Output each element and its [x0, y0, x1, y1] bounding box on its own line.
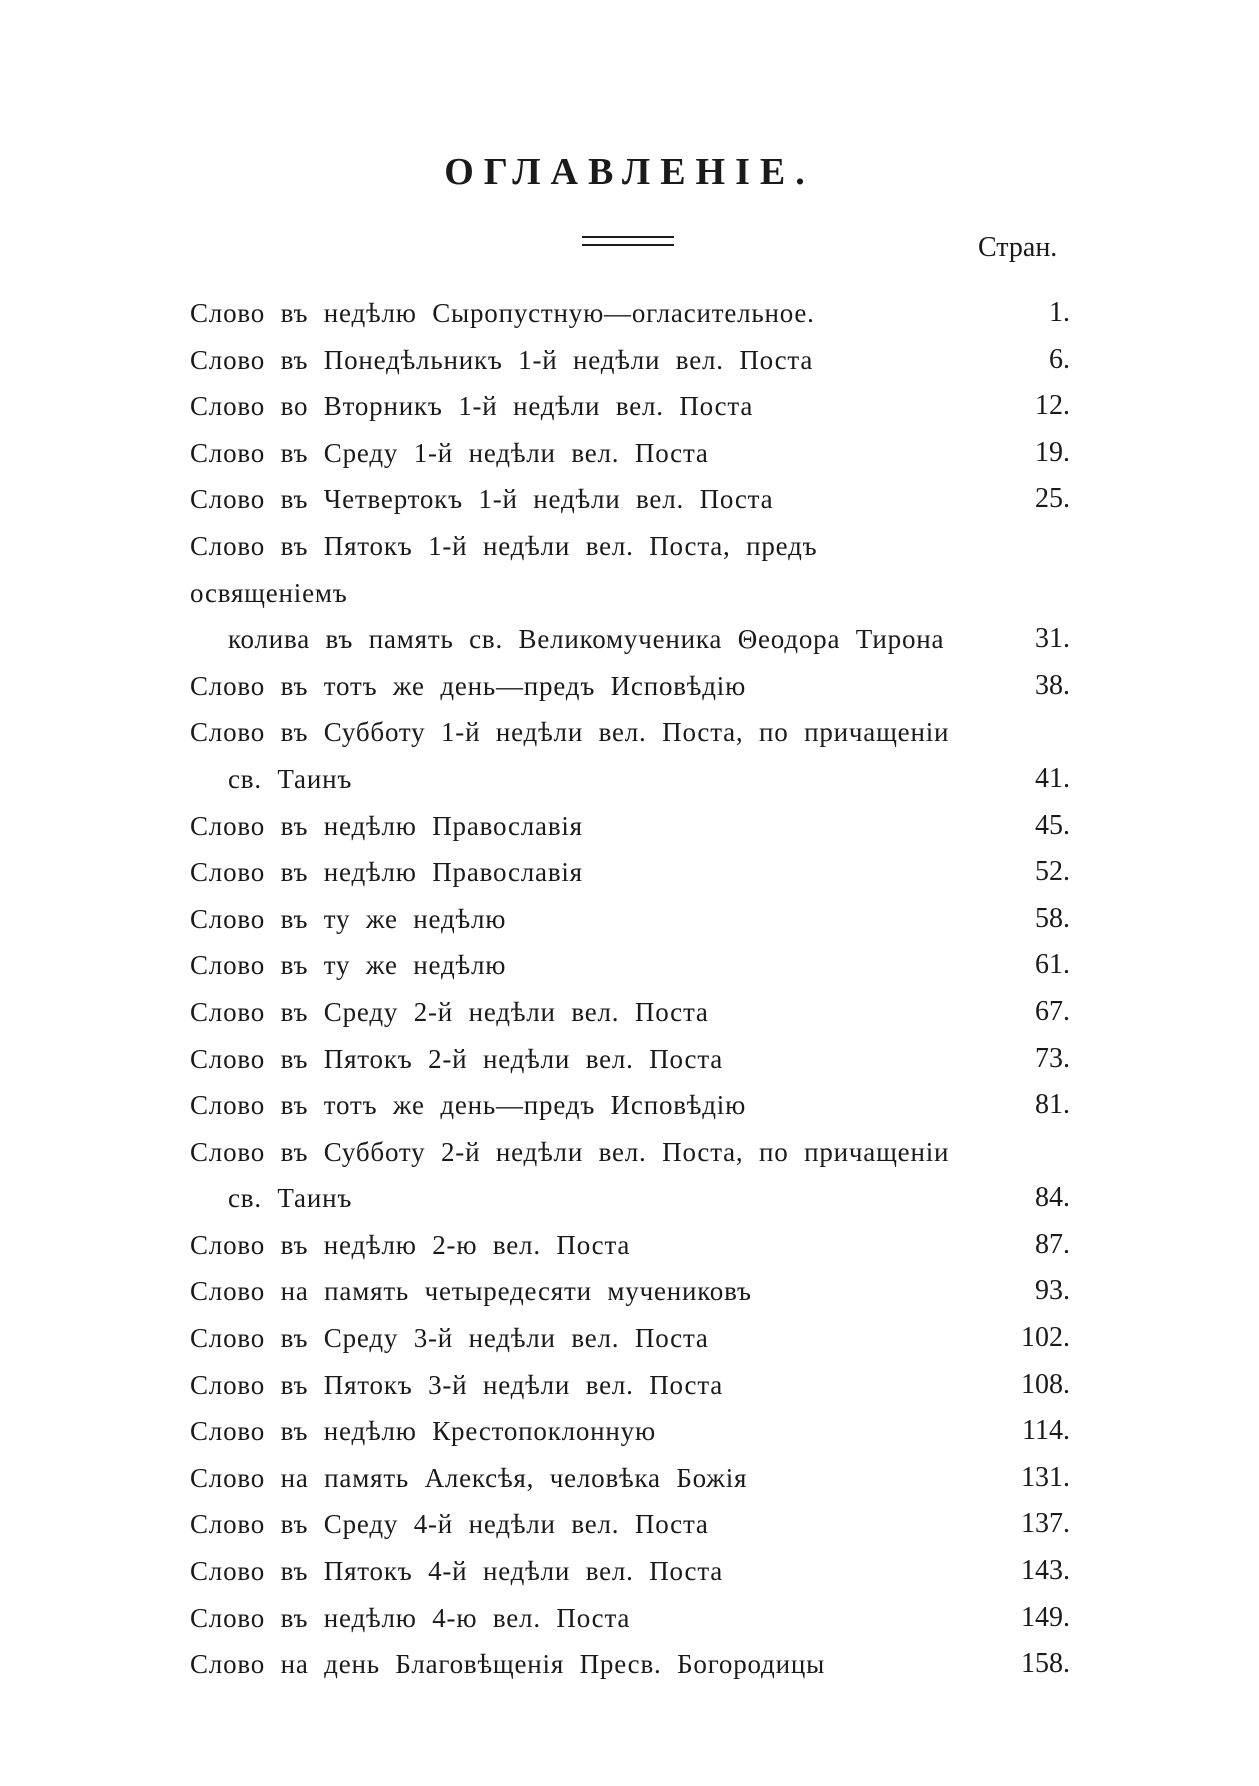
toc-entry	[190, 1129, 1070, 1222]
toc-entry	[190, 803, 1070, 850]
toc-entry	[190, 1222, 1070, 1269]
toc-entry-page: 84.	[1035, 1182, 1070, 1214]
toc-entry-page: 102.	[1021, 1322, 1070, 1354]
toc-entry-line1: Слово въ Понедѣльникъ 1-й недѣли вел. Поста	[190, 344, 814, 375]
toc-entry	[190, 1408, 1070, 1455]
toc-entry-title	[190, 849, 980, 896]
toc-entry-page: 81.	[1035, 1089, 1070, 1121]
toc-entry-line1: Слово въ Среду 4-й недѣли вел. Поста	[190, 1509, 709, 1540]
toc-entry-title	[190, 1501, 980, 1548]
page-title: ОГЛАВЛЕНІЕ.	[444, 151, 815, 193]
toc-entry-line1: Слово въ Четвертокъ 1-й недѣли вел. Поста	[190, 484, 774, 515]
toc-entry-page: 131.	[1021, 1461, 1070, 1493]
toc-entry-line1: Слово на день Благовѣщенія Пресв. Богородицы	[190, 1649, 826, 1680]
toc-entry	[190, 1268, 1070, 1315]
toc-entry-title	[190, 709, 980, 802]
page-column-label: Стран.	[978, 232, 1058, 263]
toc-entry	[190, 1641, 1070, 1688]
toc-entry-page: 87.	[1035, 1228, 1070, 1260]
toc-entry	[190, 1315, 1070, 1362]
toc-entry	[190, 989, 1070, 1036]
toc-entry-page: 41.	[1035, 762, 1070, 794]
toc-entry-title	[190, 896, 980, 943]
toc-entry-line1: Слово въ тотъ же день—предъ Исповѣдію	[190, 670, 747, 701]
toc-entry-title	[190, 1641, 980, 1688]
toc-entry-title	[190, 337, 980, 384]
toc-entry-page: 67.	[1035, 995, 1070, 1027]
toc-entry-page: 93.	[1035, 1275, 1070, 1307]
toc-entry-title	[190, 1129, 980, 1222]
toc-entry-title	[190, 1222, 980, 1269]
toc-entry-title	[190, 1408, 980, 1455]
toc-entry	[190, 1036, 1070, 1083]
toc-entry-page: 73.	[1035, 1042, 1070, 1074]
toc-entry-page: 19.	[1035, 436, 1070, 468]
toc-entry	[190, 1595, 1070, 1642]
table-of-contents	[190, 290, 1070, 1688]
toc-entry-line2: колива въ память св. Великомученика Θеодора Тирона	[228, 624, 945, 655]
toc-entry-line1: Слово на память четыредесяти мучениковъ	[190, 1276, 752, 1307]
toc-entry-title	[190, 383, 980, 430]
toc-entry-title	[190, 1455, 980, 1502]
toc-entry-page: 114.	[1022, 1415, 1070, 1447]
toc-entry-line2: св. Таинъ	[228, 1183, 353, 1214]
toc-entry-line1: Слово на память Алексѣя, человѣка Божія	[190, 1462, 748, 1493]
toc-entry-page: 143.	[1021, 1555, 1070, 1587]
toc-entry	[190, 290, 1070, 337]
toc-entry	[190, 709, 1070, 802]
toc-entry-line1: Слово въ недѣлю Сыропустную—огласительное.	[190, 298, 815, 328]
toc-entry-title	[190, 430, 980, 477]
toc-entry-line1: Слово въ Пятокъ 1-й недѣли вел. Поста, предъ освященіемъ	[190, 530, 818, 608]
toc-entry	[190, 523, 1070, 663]
toc-entry-line1: Слово въ ту же недѣлю	[190, 903, 507, 934]
toc-entry-page: 137.	[1021, 1508, 1070, 1540]
toc-entry-title	[190, 476, 980, 523]
toc-entry-page: 58.	[1035, 902, 1070, 934]
toc-entry	[190, 896, 1070, 943]
toc-entry-page: 12.	[1035, 390, 1070, 422]
toc-entry	[190, 1082, 1070, 1129]
toc-entry-page: 61.	[1035, 949, 1070, 981]
toc-entry-title	[190, 989, 980, 1036]
toc-entry	[190, 849, 1070, 896]
toc-entry-page: 25.	[1035, 483, 1070, 515]
toc-entry-line1: Слово въ Пятокъ 4-й недѣли вел. Поста	[190, 1556, 724, 1587]
toc-entry-line1: Слово въ недѣлю 4-ю вел. Поста	[190, 1602, 631, 1633]
toc-entry-page: 149.	[1021, 1601, 1070, 1633]
toc-entry-title	[190, 523, 980, 663]
toc-entry-line1: Слово въ тотъ же день—предъ Исповѣдію	[190, 1090, 747, 1121]
toc-entry-title	[190, 1082, 980, 1129]
toc-entry-title	[190, 942, 980, 989]
toc-entry-line2: св. Таинъ	[228, 763, 353, 794]
title-double-rule	[582, 236, 674, 246]
toc-entry	[190, 383, 1070, 430]
toc-entry-page: 31.	[1035, 623, 1070, 655]
toc-entry-title	[190, 1362, 980, 1409]
toc-entry-line1: Слово во Вторникъ 1-й недѣли вел. Поста	[190, 391, 754, 422]
toc-entry	[190, 430, 1070, 477]
toc-entry-page: 1.	[1049, 297, 1070, 328]
toc-entry-line1: Слово въ Пятокъ 3-й недѣли вел. Поста	[190, 1369, 724, 1400]
toc-entry-title	[190, 1036, 980, 1083]
toc-entry-title	[190, 1595, 980, 1642]
toc-entry-page: 45.	[1035, 809, 1070, 841]
toc-entry-line1: Слово въ недѣлю Православія	[190, 810, 583, 841]
toc-entry-line1: Слово въ Субботу 2-й недѣли вел. Поста, по причащеніи	[190, 1136, 950, 1167]
toc-entry-page: 38.	[1035, 669, 1070, 701]
toc-entry-line1: Слово въ Среду 3-й недѣли вел. Поста	[190, 1323, 709, 1354]
toc-entry-title	[190, 663, 980, 710]
toc-entry-page: 6.	[1049, 343, 1070, 375]
toc-entry	[190, 1455, 1070, 1502]
toc-entry-line1: Слово въ Субботу 1-й недѣли вел. Поста, по причащеніи	[190, 717, 950, 748]
toc-entry-line1: Слово въ недѣлю Православія	[190, 857, 583, 888]
toc-entry	[190, 476, 1070, 523]
toc-entry-title	[190, 1315, 980, 1362]
toc-entry-page: 158.	[1021, 1648, 1070, 1680]
toc-entry-line1: Слово въ ту же недѣлю	[190, 950, 507, 981]
toc-entry	[190, 1548, 1070, 1595]
toc-entry-title	[190, 803, 980, 850]
toc-entry	[190, 337, 1070, 384]
toc-entry	[190, 1501, 1070, 1548]
toc-entry-line1: Слово въ недѣлю Крестопоклонную	[190, 1416, 656, 1447]
toc-entry	[190, 942, 1070, 989]
toc-entry-title	[190, 1548, 980, 1595]
toc-entry-title	[190, 290, 980, 337]
toc-entry-page: 52.	[1035, 856, 1070, 888]
toc-entry-title	[190, 1268, 980, 1315]
toc-entry-line1: Слово въ Среду 1-й недѣли вел. Поста	[190, 437, 709, 468]
toc-entry	[190, 1362, 1070, 1409]
toc-entry-line1: Слово въ Среду 2-й недѣли вел. Поста	[190, 996, 709, 1027]
toc-entry	[190, 663, 1070, 710]
toc-entry-page: 108.	[1021, 1368, 1070, 1400]
toc-entry-line1: Слово въ Пятокъ 2-й недѣли вел. Поста	[190, 1043, 724, 1074]
toc-entry-line1: Слово въ недѣлю 2-ю вел. Поста	[190, 1229, 631, 1260]
